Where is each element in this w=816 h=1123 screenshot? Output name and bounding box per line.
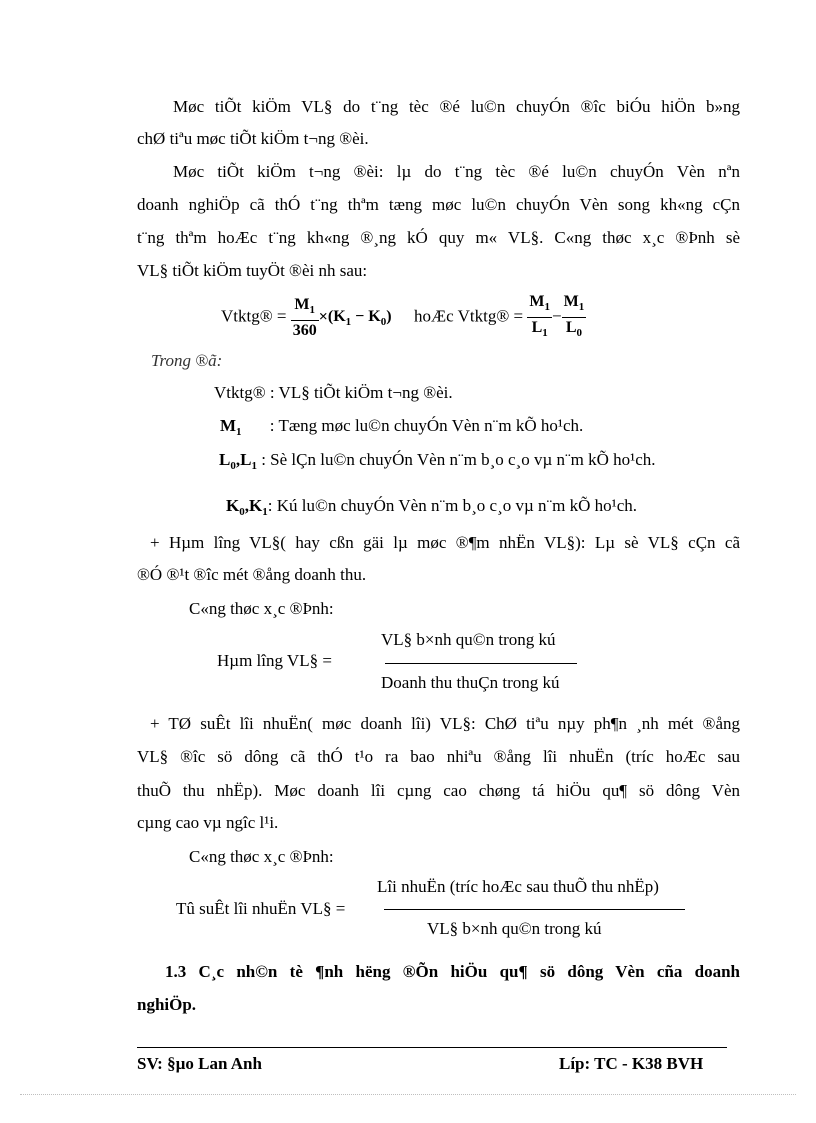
para2-line3: t¨ng thªm hoÆc t¨ng kh«ng ®¸ng kÓ quy m« VL§. C«ng thøc x¸c ®Þnh sè [137, 228, 740, 247]
formula1-lhs: Vtktg® = [221, 306, 287, 326]
para4-line2: VL§ ®îc sö dông cã thÓ t¹o ra bao nhiªu ®ång lîi nhuËn (tríc hoÆc sau [137, 747, 740, 766]
para4-line3: thuÕ thu nhËp). Møc doanh lîi cµng cao chøng tá hiÖu qu¶ sö dông Vèn [137, 781, 740, 800]
para2-line4: VL§ tiÕt kiÖm tuyÖt ®èi nh sau: [137, 261, 368, 280]
footer-student-name: SV: §µo Lan Anh [137, 1054, 262, 1073]
trong-do-label: Trong ®ã: [151, 351, 223, 370]
formula2-lhs: Hµm lîng VL§ = [217, 651, 332, 670]
formula2-fraction-bar [385, 663, 577, 664]
para1-line1: Møc tiÕt kiÖm VL§ do t¨ng tèc ®é lu©n chuyÓn ®îc biÓu hiÖn b»ng [173, 97, 740, 116]
para4-line1: + TØ suÊt lîi nhuËn( møc doanh lîi) VL§: ChØ tiªu nµy ph¶n ¸nh mét ®ång [150, 714, 740, 733]
para4-line4: cµng cao vµ ngîc l¹i. [137, 813, 279, 832]
times-sign: × [318, 308, 328, 326]
formula2-denominator: Doanh thu thuÇn trong kú [381, 673, 560, 692]
definition-l0-l1: $L_0,L_1$ : Sè lÇn lu©n chuyÓn Vèn n¨m b¸o c¸o vµ n¨m kÕ ho¹ch. [219, 450, 656, 472]
para3-line1: + Hµm lîng VL§( hay cßn gäi lµ møc ®¶m nhËn VL§): Lµ sè VL§ cÇn cã [150, 533, 740, 552]
page-bottom-dotted-rule [20, 1094, 796, 1095]
para4-line5: C«ng thøc x¸c ®Þnh: [189, 847, 334, 866]
footer-class: Líp: TC - K38 BVH [559, 1054, 704, 1073]
para2-line2: doanh nghiÖp cã thÓ t¨ng thªm tæng møc lu©n chuyÓn Vèn song kh«ng cÇn [137, 195, 740, 214]
footer-rule [137, 1047, 727, 1048]
formula3-numerator: Lîi nhuËn (tríc hoÆc sau thuÕ thu nhËp) [377, 877, 659, 896]
formula1-fraction-m1-l0: $\frac{M_1}{L_0}$ [563, 293, 585, 339]
para1-line2: chØ tiªu møc tiÕt kiÖm t¬ng ®èi. [137, 129, 369, 148]
formula1-bracket: $(K_1 - K_0)$ [327, 308, 392, 329]
section-heading-1-3: 1.3 C¸c nh©n tè ¶nh hëng ®Õn hiÖu qu¶ sö dông Vèn cña doanh [165, 962, 740, 981]
definition-k0-k1: $K_0,K_1$: Kú lu©n chuyÓn Vèn n¨m b¸o c¸o vµ n¨m kÕ ho¹ch. [226, 496, 638, 518]
formula1-or: hoÆc Vtktg® = [414, 306, 524, 326]
formula2-numerator: VL§ b×nh qu©n trong kú [381, 630, 556, 649]
minus-sign: − [552, 306, 562, 326]
formula1-fraction-m1-360: $\frac{M_1}{360}$ [292, 296, 317, 339]
definition-vtktg: Vtktg® : VL§ tiÕt kiÖm t¬ng ®èi. [214, 383, 453, 402]
para3-line2: ®Ó ®¹t ®îc mét ®ång doanh thu. [137, 565, 367, 584]
definition-m1: $M_1$ : Tæng møc lu©n chuyÓn Vèn n¨m kÕ ho¹ch. [220, 416, 584, 438]
section-heading-1-3-cont: nghiÖp. [137, 995, 197, 1014]
para2-line1: Møc tiÕt kiÖm t¬ng ®èi: lµ do t¨ng tèc ®é lu©n chuyÓn Vèn nªn [173, 162, 740, 181]
formula3-lhs: Tû suÊt lîi nhuËn VL§ = [176, 899, 346, 918]
formula1-fraction-m1-l1: $\frac{M_1}{L_1}$ [529, 293, 550, 339]
formula-vtktg [221, 292, 586, 343]
formula3-fraction-bar [384, 909, 685, 910]
formula3-denominator: VL§ b×nh qu©n trong kú [427, 919, 602, 938]
para3-line3: C«ng thøc x¸c ®Þnh: [189, 599, 334, 618]
